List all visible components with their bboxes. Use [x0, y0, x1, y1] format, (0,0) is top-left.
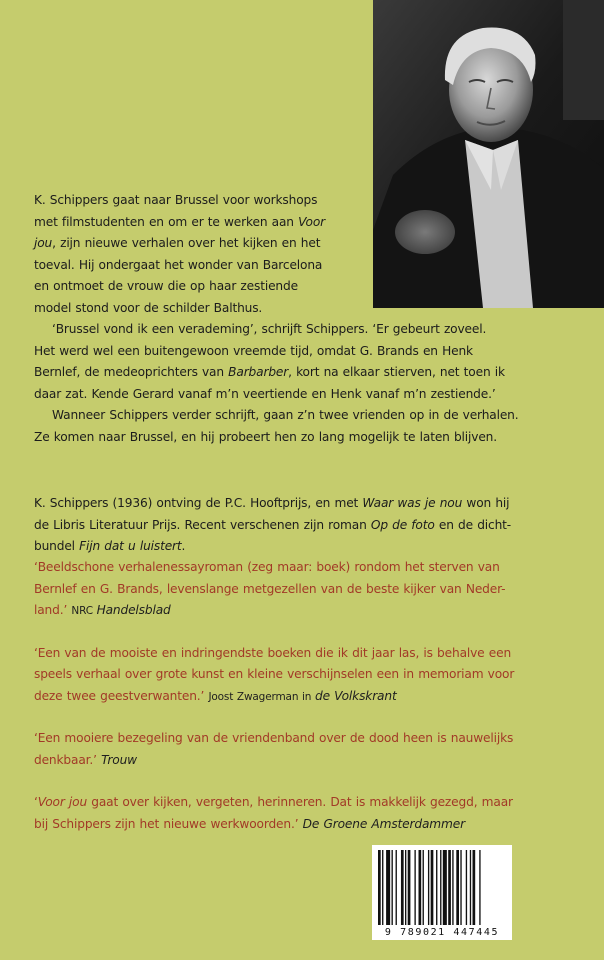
quote-line	[34, 792, 514, 814]
blurb-line	[34, 190, 518, 212]
barcode-bar	[443, 850, 447, 925]
barcode-bar	[460, 850, 461, 925]
quote-source: de Volkskrant	[315, 688, 397, 703]
blurb-line	[34, 341, 518, 363]
text-run: en de dicht-	[434, 517, 512, 532]
barcode-bar	[401, 850, 404, 925]
barcode-bar	[436, 850, 437, 925]
quote-source: Trouw	[101, 752, 137, 767]
barcode-bar	[473, 850, 476, 925]
italic-title: Barbarber	[228, 365, 289, 379]
barcode-bar	[448, 850, 451, 925]
text-run: land.’	[34, 603, 72, 617]
press-quotes	[34, 557, 514, 835]
blurb-line	[34, 212, 518, 234]
text-run: toeval. Hij ondergaat het wonder van Barcelona	[34, 257, 323, 272]
blurb-line	[34, 384, 518, 406]
text-run: ‘Beeldschone verhalenessayroman (zeg maar: boek) rondom het sterven van	[34, 560, 500, 574]
press-quote	[34, 728, 514, 771]
text-run: K. Schippers gaat naar Brussel voor workshops	[34, 193, 318, 207]
quote-source: De Groene Amsterdammer	[302, 816, 465, 831]
barcode-bar	[428, 850, 429, 925]
text-run: daar zat. Kende Gerard vanaf m’n veertiende en Henk vanaf m’n zestiende.’	[34, 386, 496, 401]
italic-title: Voor	[298, 214, 326, 229]
isbn-number: 9 789021 447445	[384, 927, 500, 938]
barcode-bar	[470, 850, 471, 925]
text-run: K. Schippers (1936) ontving de P.C. Hooftprijs, en met	[34, 496, 363, 510]
italic-title: Op de foto	[370, 517, 435, 532]
bio-line	[34, 536, 511, 558]
barcode-bar	[456, 850, 459, 925]
blurb-line	[34, 405, 518, 427]
barcode-bar	[414, 850, 415, 925]
barcode-bar	[479, 850, 480, 925]
italic-title: jou	[34, 236, 53, 250]
barcode-bar	[392, 850, 393, 925]
italic-title: Fijn dat u luistert	[79, 539, 182, 553]
quote-line	[34, 643, 514, 665]
quote-line	[34, 750, 514, 772]
quote-line	[34, 728, 514, 750]
text-run: en ontmoet de vrouw die op haar zestiende	[34, 279, 298, 293]
text-run: Bernlef, de medeoprichters van	[34, 365, 229, 379]
barcode-bar	[405, 850, 406, 925]
quote-line	[34, 686, 514, 708]
text-run: model stond voor de schilder Balthus.	[34, 300, 263, 315]
barcode-bar	[419, 850, 422, 925]
press-quote	[34, 643, 514, 708]
text-run: gaat over kijken, vergeten, herinneren. Dat is makkelijk gezegd, maar	[87, 795, 513, 809]
blurb-line	[34, 298, 518, 320]
blurb-line	[34, 319, 518, 341]
quote-line	[34, 579, 514, 601]
quote-line	[34, 814, 514, 836]
barcode-bars	[376, 850, 508, 925]
text-run: bij Schippers zijn het nieuwe werkwoorden.’	[34, 816, 303, 831]
text-run: Bernlef en G. Brands, levenslange metgezellen van de beste kijker van Neder-	[34, 581, 506, 596]
barcode-bar	[440, 850, 441, 925]
barcode-bar	[408, 850, 411, 925]
quote-line	[34, 600, 514, 622]
quote-line	[34, 557, 514, 579]
text-run: , zijn nieuwe verhalen over het kijken en het	[52, 236, 321, 250]
text-run: ‘Een mooiere bezegeling van de vriendenband over de dood heen is nauwelijks	[34, 731, 514, 745]
text-run: Wanneer Schippers verder schrijft, gaan z’n twee vrienden op in de verhalen.	[52, 408, 519, 422]
blurb-line	[34, 233, 518, 255]
text-run: .	[181, 539, 186, 553]
italic-title: Voor jou	[37, 795, 88, 809]
text-run: , kort na elkaar stierven, net toen ik	[288, 365, 505, 379]
blurb-line	[34, 276, 518, 298]
text-run: ‘	[34, 795, 38, 809]
text-run: met filmstudenten en om er te werken aan	[34, 214, 299, 229]
text-run: ‘Brussel vond ik een verademing’, schrijft Schippers. ‘Er gebeurt zoveel.	[52, 322, 487, 336]
press-quote	[34, 557, 514, 622]
barcode-bar	[466, 850, 467, 925]
barcode-bar	[378, 850, 381, 925]
text-run: Ze komen naar Brussel, en hij probeert hen zo lang mogelijk te laten blijven.	[34, 429, 497, 444]
isbn-barcode	[372, 845, 512, 940]
barcode-bar	[423, 850, 424, 925]
press-quote	[34, 792, 514, 835]
quote-source: NRC	[71, 605, 97, 617]
quote-source: Handelsblad	[96, 603, 171, 617]
blurb-line	[34, 255, 518, 277]
barcode-bar	[396, 850, 397, 925]
text-run: bundel	[34, 539, 80, 553]
text-run: won hij	[462, 496, 510, 510]
barcode-bar	[382, 850, 383, 925]
blurb-line	[34, 427, 518, 449]
barcode-bar	[431, 850, 434, 925]
barcode-bar	[452, 850, 453, 925]
barcode-bar	[386, 850, 390, 925]
italic-title: Waar was je nou	[362, 496, 463, 510]
text-run: Het werd wel een buitengewoon vreemde tijd, omdat G. Brands en Henk	[34, 343, 473, 358]
quote-line	[34, 664, 514, 686]
bio-line	[34, 515, 511, 537]
text-run: denkbaar.’	[34, 752, 102, 767]
quote-source: Joost Zwagerman in	[208, 690, 315, 703]
blurb-line	[34, 362, 518, 384]
text-run: speels verhaal over grote kunst en kleine verschijnselen een in memoriam voor	[34, 667, 515, 681]
bio-line	[34, 493, 511, 515]
text-run: deze twee geestverwanten.’	[34, 688, 209, 703]
blurb	[34, 190, 518, 448]
author-bio	[34, 493, 511, 558]
text-run: ‘Een van de mooiste en indringendste boeken die ik dit jaar las, is behalve een	[34, 645, 512, 660]
text-run: de Libris Literatuur Prijs. Recent verschenen zijn roman	[34, 517, 371, 532]
